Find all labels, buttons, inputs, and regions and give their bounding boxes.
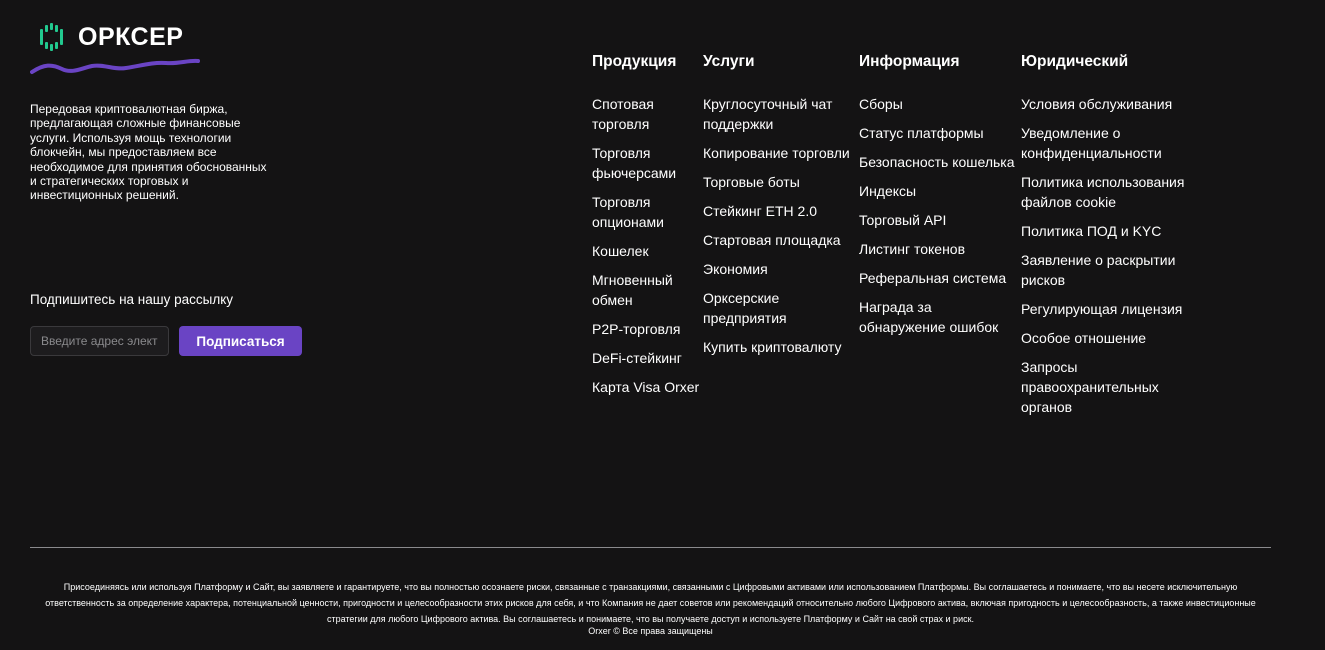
footer-column-information — [859, 52, 1019, 346]
footer-link-buy-crypto[interactable]: Купить криптовалюту — [703, 339, 842, 355]
footer-link-fees[interactable]: Сборы — [859, 96, 903, 112]
footer-column-services — [703, 52, 859, 366]
brand-squiggle-decoration — [30, 56, 202, 78]
footer-link-trading-bots[interactable]: Торговые боты — [703, 174, 800, 190]
footer-link-law-enforcement[interactable]: Запросы правоохранительных органов — [1021, 359, 1159, 415]
footer-link-special-treatment[interactable]: Особое отношение — [1021, 330, 1147, 346]
legal-disclaimer: Присоединяясь или используя Платформу и Сайт, вы заявляете и гарантируете, что вы полностью осознаете риски, связанные с транзакциями, связанными с Цифровыми активами или использованием Платформы. Вы соглашаетесь и понимаете, что вы несете исключительную ответственность за определение характера, потенциальной ценности, пригодности и целесообразности этих рисков для себя, и что Компания не дает советов или рекомендаций относительно любого Цифрового актива, включая пригодность и целесообразность, а также инвестиционные стратегии для любого Цифрового актива. Вы соглашаетесь и понимаете, что вы получаете доступ и используете Платформу и Сайт на свой страх и риск. — [45, 582, 1256, 624]
newsletter-email-input[interactable] — [30, 326, 169, 356]
footer-link-risk-disclosure[interactable]: Заявление о раскрытии рисков — [1021, 252, 1176, 288]
footer-link-defi-staking[interactable]: DeFi-стейкинг — [592, 350, 682, 366]
footer-link-platform-status[interactable]: Статус платформы — [859, 125, 984, 141]
footer-link-ventures[interactable]: Орксерские предприятия — [703, 290, 787, 326]
footer-link-aml-kyc[interactable]: Политика ПОД и KYC — [1021, 223, 1162, 239]
column-title-products: Продукция — [592, 53, 677, 70]
newsletter-title: Подпишитесь на нашу рассылку — [30, 292, 234, 307]
footer-link-cookie-policy[interactable]: Политика использования файлов cookie — [1021, 174, 1185, 210]
column-title-services: Услуги — [703, 53, 755, 70]
footer-link-token-listing[interactable]: Листинг токенов — [859, 241, 966, 257]
footer-link-license[interactable]: Регулирующая лицензия — [1021, 301, 1183, 317]
footer-link-savings[interactable]: Экономия — [703, 261, 768, 277]
footer-link-referral[interactable]: Реферальная система — [859, 270, 1007, 286]
footer-link-wallet[interactable]: Кошелек — [592, 243, 649, 259]
orxer-logo-icon — [34, 20, 70, 54]
footer-link-privacy[interactable]: Уведомление о конфиденциальности — [1021, 125, 1162, 161]
footer-column-legal — [1021, 52, 1211, 426]
footer-link-trading-api[interactable]: Торговый API — [859, 212, 947, 228]
footer-link-wallet-security[interactable]: Безопасность кошелька — [859, 154, 1015, 170]
footer-link-eth-staking[interactable]: Стейкинг ETH 2.0 — [703, 203, 817, 219]
footer-link-terms[interactable]: Условия обслуживания — [1021, 96, 1173, 112]
footer-link-copy-trading[interactable]: Копирование торговли — [703, 145, 850, 161]
footer-link-launchpad[interactable]: Стартовая площадка — [703, 232, 841, 248]
footer-link-spot-trading[interactable]: Спотовая торговля — [592, 96, 654, 132]
brand-block — [30, 20, 290, 203]
subscribe-button[interactable]: Подписаться — [179, 326, 302, 356]
brand-description: Передовая криптовалютная биржа, предлагающая сложные финансовые услуги. Используя мощь технологии блокчейн, мы предоставляем все необходимое для принятия обоснованных и стратегических торговых и инвестиционных решений. — [30, 102, 267, 203]
brand-name: ОРКСЕР — [78, 23, 184, 51]
logo-link[interactable] — [30, 20, 290, 54]
copyright-notice: Orxer © Все права защищены — [588, 626, 713, 636]
footer-link-instant-exchange[interactable]: Мгновенный обмен — [592, 272, 673, 308]
footer-link-p2p-trading[interactable]: P2P-торговля — [592, 321, 681, 337]
footer-link-futures-trading[interactable]: Торговля фьючерсами — [592, 145, 677, 181]
footer-column-products — [592, 52, 702, 406]
footer-link-bug-bounty[interactable]: Награда за обнаружение ошибок — [859, 299, 999, 335]
footer-link-support-chat[interactable]: Круглосуточный чат поддержки — [703, 96, 833, 132]
footer-link-visa-card[interactable]: Карта Visa Orxer — [592, 379, 700, 395]
footer-divider — [30, 547, 1271, 548]
column-title-information: Информация — [859, 53, 960, 70]
footer-link-indices[interactable]: Индексы — [859, 183, 917, 199]
footer-link-options-trading[interactable]: Торговля опционами — [592, 194, 664, 230]
column-title-legal: Юридический — [1021, 53, 1129, 70]
